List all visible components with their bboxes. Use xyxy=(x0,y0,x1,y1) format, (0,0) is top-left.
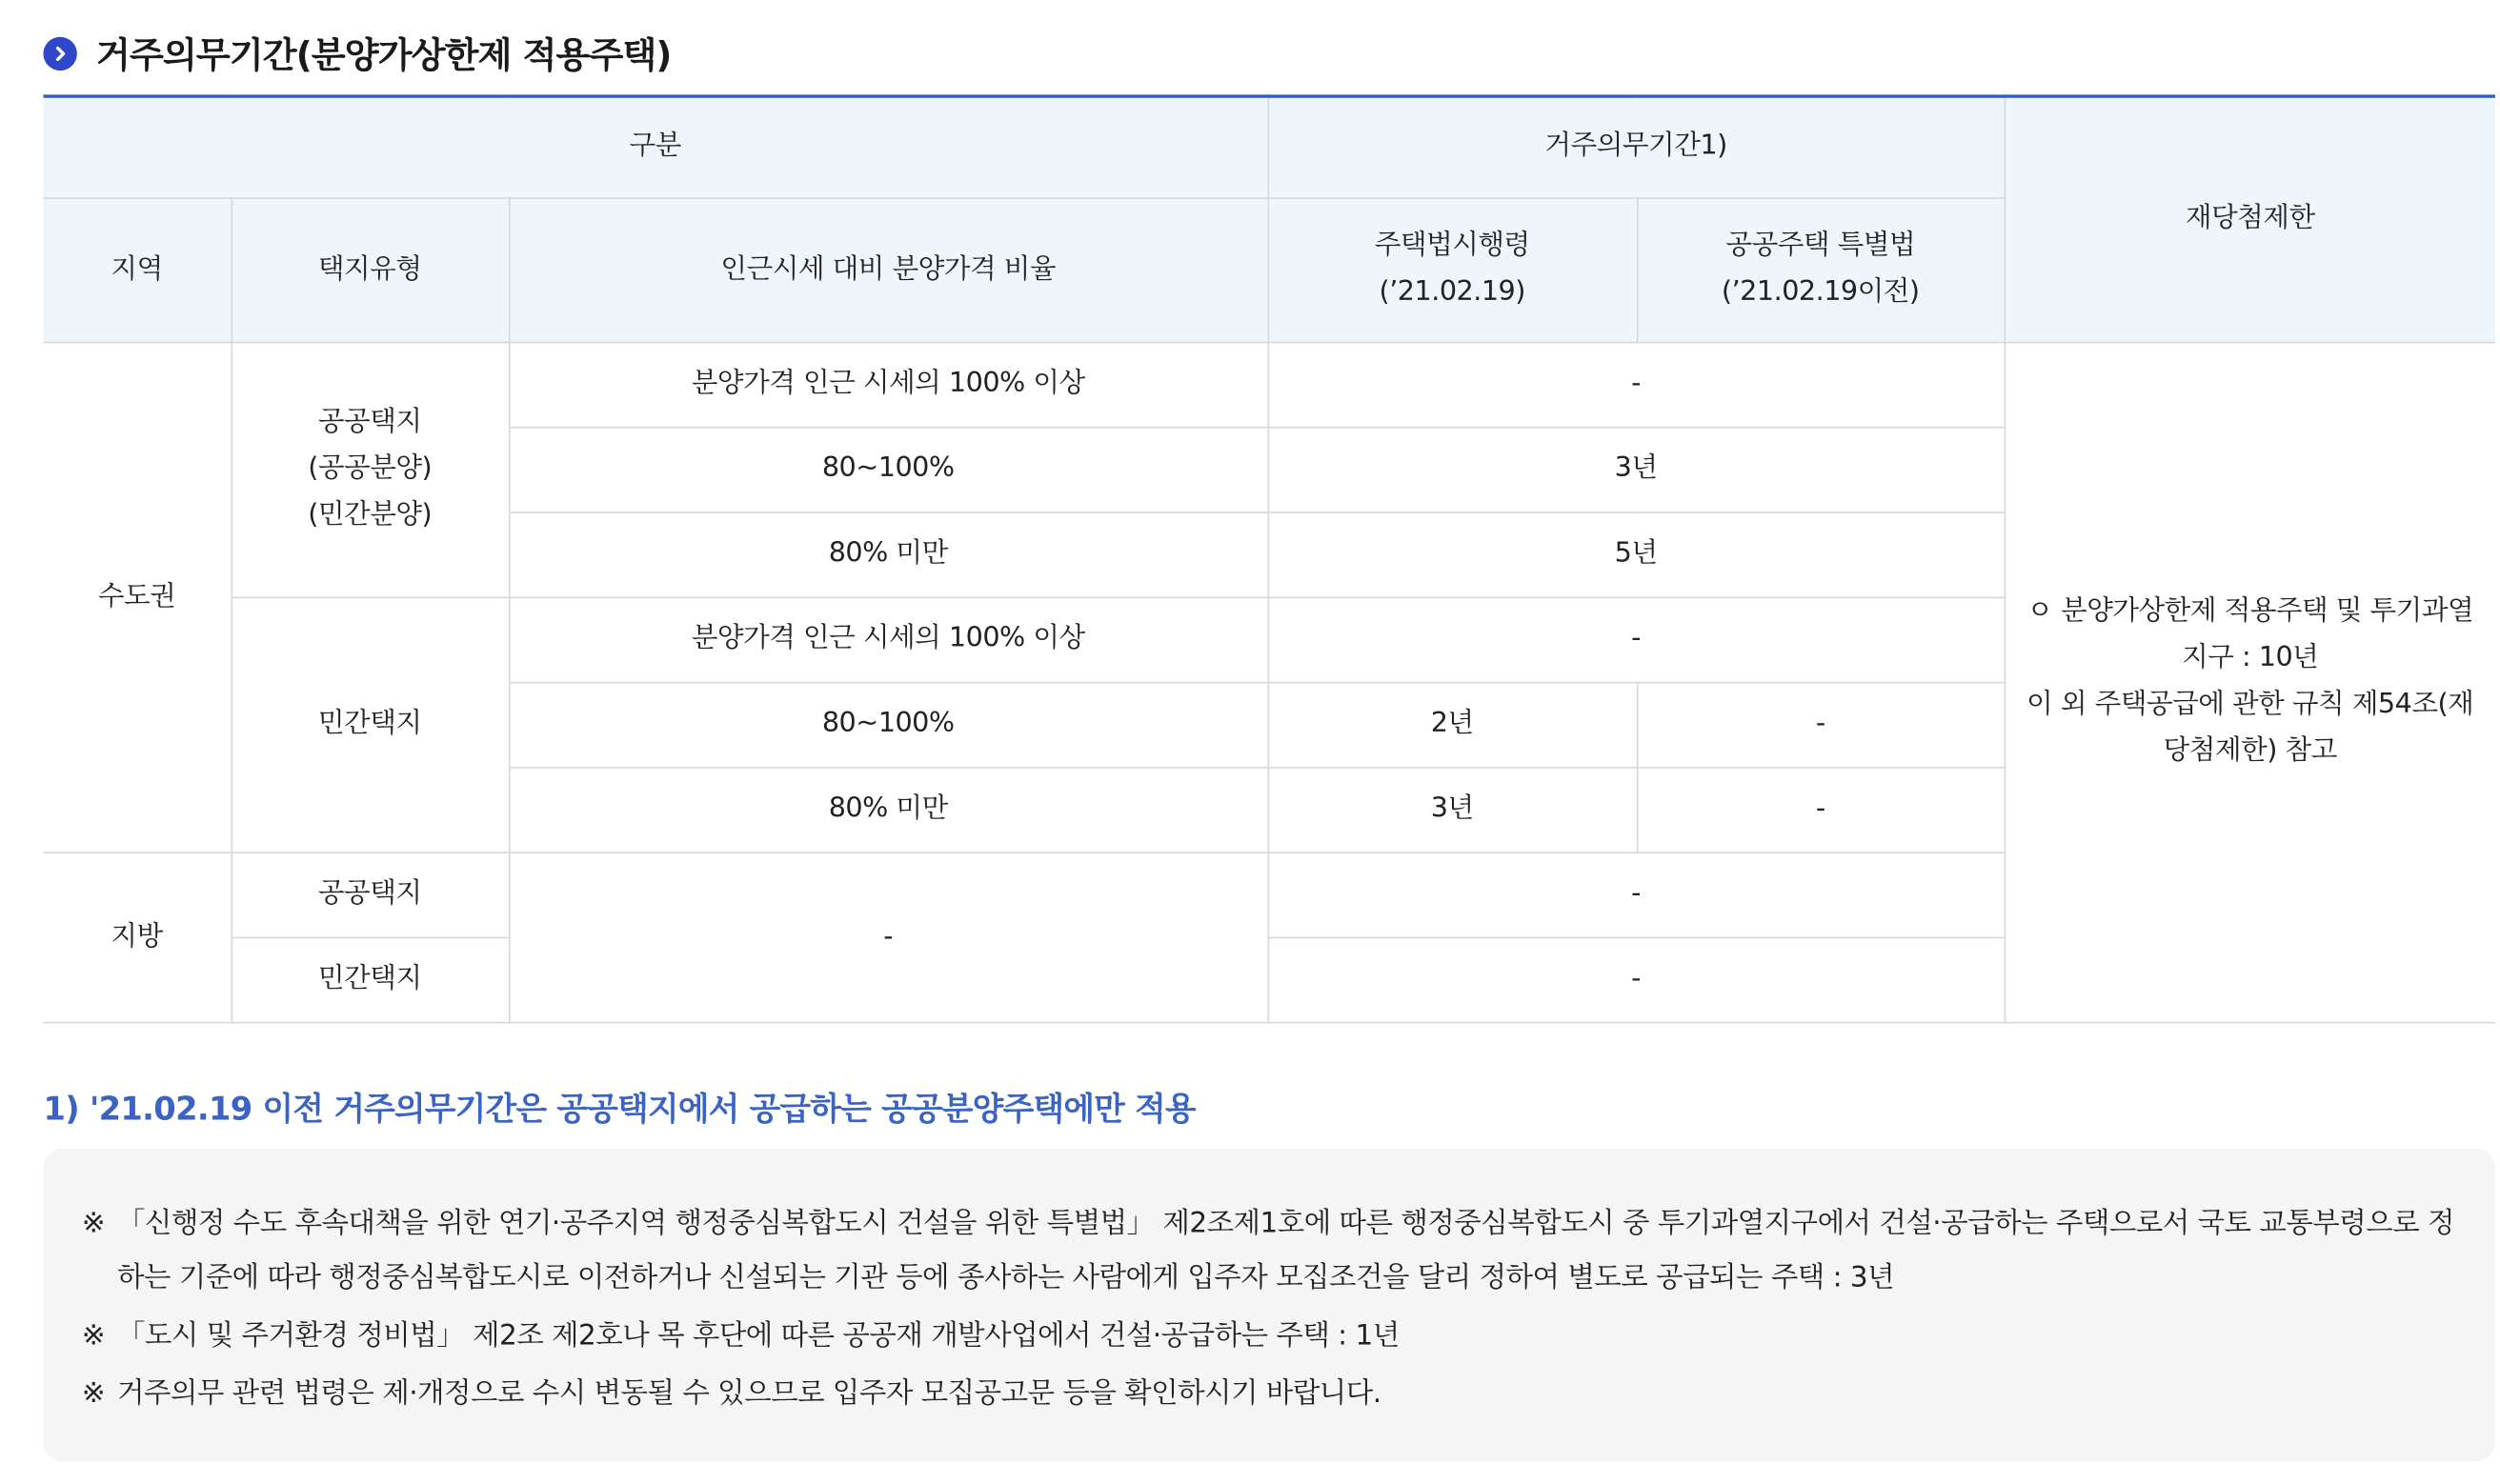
residence-obligation-table xyxy=(43,94,2495,1022)
header-special-line2: (’21.02.19이전) xyxy=(1721,275,1920,309)
special-cell: - xyxy=(1637,682,2005,767)
footnote: 1) '21.02.19 이전 거주의무기간은 공공택지에서 공급하는 공공분양주택에만 적용 xyxy=(43,1089,1196,1128)
period-cell: - xyxy=(1268,852,2005,936)
period-cell: 5년 xyxy=(1268,511,2005,596)
header-decree xyxy=(1268,197,1637,342)
notes-box xyxy=(43,1149,2494,1461)
header-special-line1: 공공주택 특별법 xyxy=(1725,229,1916,262)
header-special-law xyxy=(1637,197,2005,342)
special-cell: - xyxy=(1637,767,2005,852)
note-item xyxy=(82,1309,2457,1363)
land-public-line1: 공공택지 xyxy=(317,406,422,438)
note-item xyxy=(82,1196,2457,1306)
period-cell: - xyxy=(1268,597,2005,682)
header-period: 거주의무기간1) xyxy=(1268,96,2005,197)
note-mark: ※ xyxy=(81,1320,106,1353)
decree-cell: 2년 xyxy=(1268,682,1637,767)
header-land-type: 택지유형 xyxy=(232,197,509,342)
ratio-cell: 80~100% xyxy=(509,682,1268,767)
period-cell: - xyxy=(1268,342,2005,427)
land-private-local: 민간택지 xyxy=(232,937,509,1022)
rewin-line2: 이 외 주택공급에 관한 규칙 제54조(재당첨제한) 참고 xyxy=(2026,688,2474,768)
note-text: 「도시 및 주거환경 정비법」 제2조 제2호나 목 후단에 따른 공공재 개발사업에서 건설·공급하는 주택 : 1년 xyxy=(116,1320,1400,1353)
header-ratio: 인근시세 대비 분양가격 비율 xyxy=(509,197,1268,342)
land-public-line2: (공공분양) xyxy=(308,451,433,485)
note-mark: ※ xyxy=(81,1208,106,1240)
land-private-capital: 민간택지 xyxy=(232,597,509,852)
region-capital: 수도권 xyxy=(43,342,231,852)
note-text: 「신행정 수도 후속대책을 위한 연기·공주지역 행정중심복합도시 건설을 위한 특별법」 제2조제1호에 따른 행정중심복합도시 중 투기과열지구에서 건설·공급하는 주택으로서 국토 교통부령으로 정하는 기준에 따라 행정중심복합도시로 이전하거나 신설되는 기관 등에 종사하는 사람에게 입주자 모집조건을 달리 정하여 별도로 공급되는 주택 : 3년 xyxy=(116,1208,2455,1295)
note-item xyxy=(82,1367,2457,1421)
land-public-line3: (민간분양) xyxy=(308,498,433,531)
header-decree-line2: (’21.02.19) xyxy=(1379,275,1525,309)
rewin-line1: ㅇ 분양가상한제 적용주택 및 투기과열지구 : 10년 xyxy=(2026,594,2474,674)
period-cell: - xyxy=(1268,937,2005,1022)
ratio-cell: 분양가격 인근 시세의 100% 이상 xyxy=(509,597,1268,682)
rewin-cell xyxy=(2005,342,2495,1022)
ratio-cell: 80% 미만 xyxy=(509,511,1268,596)
header-decree-line1: 주택법시행령 xyxy=(1374,229,1530,262)
note-text: 거주의무 관련 법령은 제·개정으로 수시 변동될 수 있으므로 입주자 모집공고문 등을 확인하시기 바랍니다. xyxy=(116,1377,1381,1411)
table-row xyxy=(43,342,2495,427)
land-public-local: 공공택지 xyxy=(232,852,509,936)
ratio-cell: 80~100% xyxy=(509,427,1268,511)
note-mark: ※ xyxy=(81,1377,106,1411)
ratio-cell-local: - xyxy=(509,852,1268,1022)
period-cell: 3년 xyxy=(1268,427,2005,511)
chevron-right-icon xyxy=(43,37,76,70)
ratio-cell: 분양가격 인근 시세의 100% 이상 xyxy=(509,342,1268,427)
header-gubun: 구분 xyxy=(43,96,1267,197)
land-public-capital xyxy=(232,342,509,597)
region-local: 지방 xyxy=(43,852,231,1022)
ratio-cell: 80% 미만 xyxy=(509,767,1268,852)
header-rewin: 재당첨제한 xyxy=(2005,96,2495,342)
section-heading xyxy=(43,29,671,78)
section-title: 거주의무기간(분양가상한제 적용주택) xyxy=(96,36,672,77)
decree-cell: 3년 xyxy=(1268,767,1637,852)
header-region: 지역 xyxy=(43,197,231,342)
